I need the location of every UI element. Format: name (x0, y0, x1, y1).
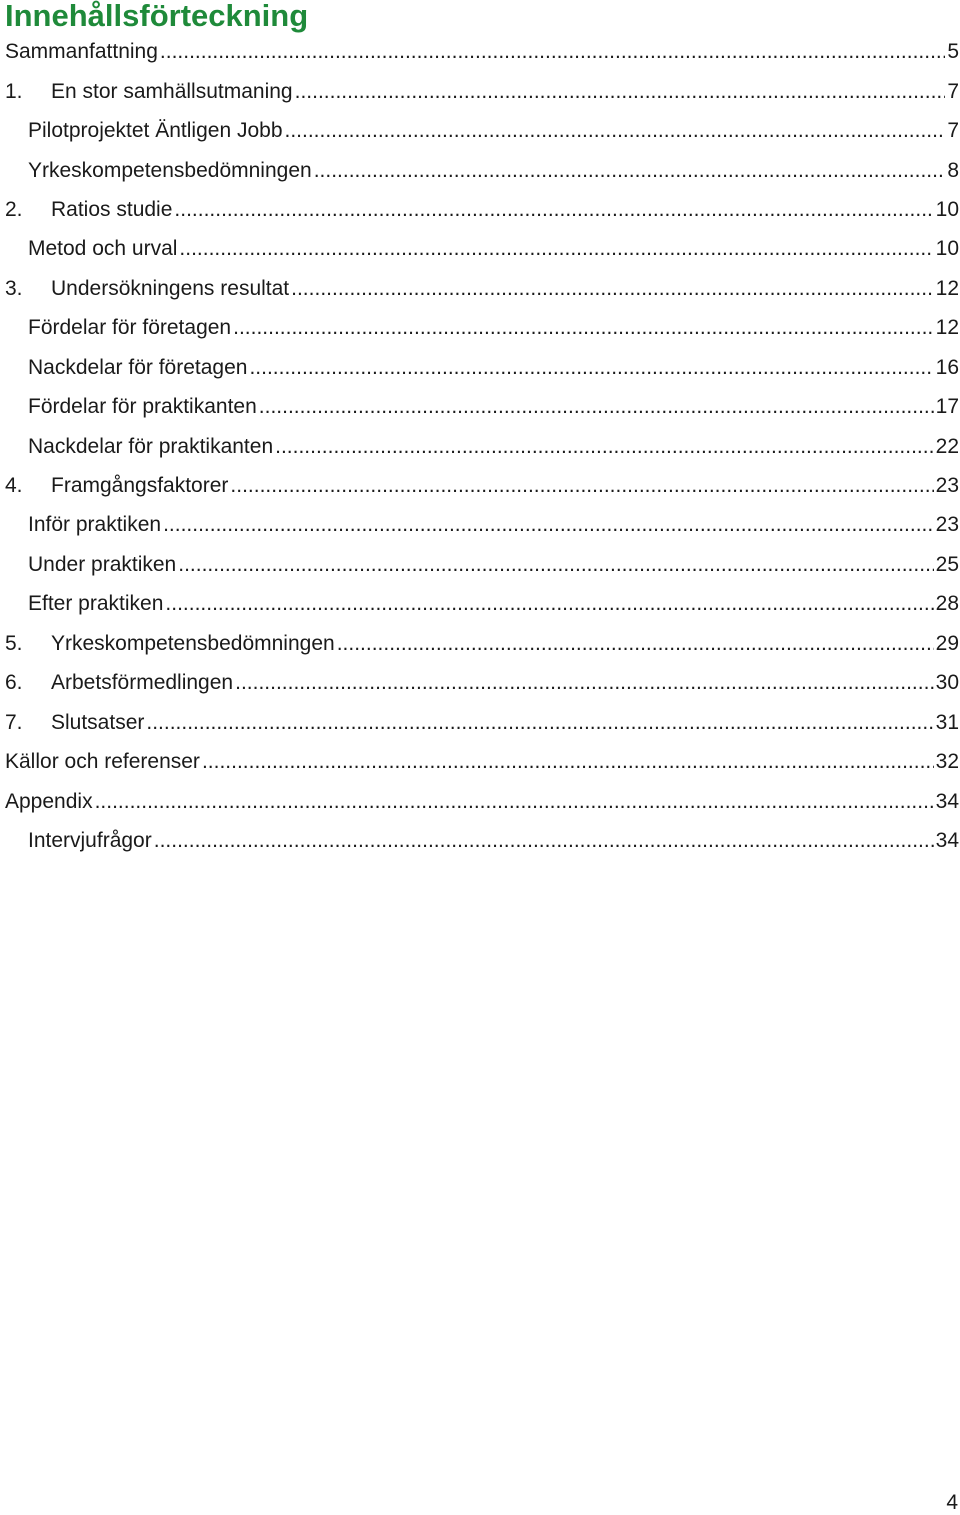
toc-entry-page: 7 (947, 119, 959, 143)
toc-entry-page: 34 (935, 828, 959, 852)
toc-dot-leader (202, 742, 934, 781)
toc-entry-page: 5 (947, 40, 959, 64)
toc-entry-label: Metod och urval (28, 237, 178, 261)
toc-entry-page: 30 (935, 671, 959, 695)
toc-entry-label: Pilotprojektet Äntligen Jobb (28, 119, 283, 143)
toc-entry-yrkeskompetensbedomningen[interactable] (0, 150, 960, 189)
toc-entry-label: Fördelar för praktikanten (28, 395, 257, 419)
toc-dot-leader (291, 269, 934, 308)
toc-dot-leader (165, 584, 933, 623)
toc-entry-chapter-3[interactable] (0, 269, 960, 308)
toc-entry-page: 29 (935, 631, 959, 655)
toc-entry-label: Appendix (5, 789, 93, 813)
toc-entry-number: 4. (5, 474, 23, 498)
toc-entry-page: 17 (935, 395, 959, 419)
toc-entry-chapter-5[interactable] (0, 624, 960, 663)
toc-entry-label: Framgångsfaktorer (51, 474, 229, 498)
toc-entry-intervjufragor[interactable] (0, 821, 960, 860)
toc-entry-chapter-2[interactable] (0, 190, 960, 229)
toc-dot-leader (235, 663, 934, 702)
page-number: 4 (946, 1491, 958, 1514)
toc-entry-label: Nackdelar för företagen (28, 355, 248, 379)
toc-entry-fordelar-praktikanten[interactable] (0, 387, 960, 426)
toc-entry-label: Sammanfattning (5, 40, 158, 64)
toc-dot-leader (275, 427, 934, 466)
toc-dot-leader (179, 229, 933, 268)
toc-entry-page: 23 (935, 513, 959, 537)
toc-entry-label: Källor och referenser (5, 750, 200, 774)
toc-entry-chapter-1[interactable] (0, 71, 960, 110)
toc-entry-under-praktiken[interactable] (0, 545, 960, 584)
toc-entry-page: 10 (935, 237, 959, 261)
toc-entry-page: 12 (935, 316, 959, 340)
toc-entry-page: 10 (935, 197, 959, 221)
toc-entry-page: 16 (935, 355, 959, 379)
toc-dot-leader (337, 624, 934, 663)
toc-dot-leader (230, 466, 933, 505)
toc-entry-page: 31 (935, 710, 959, 734)
toc-entry-page: 12 (935, 276, 959, 300)
toc-dot-leader (163, 505, 934, 544)
toc-entry-number: 3. (5, 276, 23, 300)
toc-entry-kallor-och-referenser[interactable] (0, 742, 960, 781)
toc-dot-leader (285, 111, 946, 150)
toc-dot-leader (174, 190, 933, 229)
toc-entry-label: Nackdelar för praktikanten (28, 434, 274, 458)
toc-entry-page: 25 (935, 552, 959, 576)
toc-entry-page: 28 (935, 592, 959, 616)
toc-entry-page: 23 (935, 474, 959, 498)
toc-entry-page: 34 (935, 789, 959, 813)
toc-entry-fordelar-foretagen[interactable] (0, 308, 960, 347)
toc-entry-label: Slutsatser (51, 710, 145, 734)
toc-dot-leader (95, 782, 934, 821)
toc-entry-chapter-4[interactable] (0, 466, 960, 505)
toc-entry-number: 2. (5, 197, 23, 221)
toc-entry-number: 6. (5, 671, 23, 695)
toc-entry-page: 7 (947, 79, 959, 103)
toc-entry-label: Yrkeskompetensbedömningen (51, 631, 335, 655)
toc-entry-page: 22 (935, 434, 959, 458)
toc-dot-leader (314, 151, 946, 190)
toc-entry-label: Ratios studie (51, 197, 173, 221)
toc-entry-appendix[interactable] (0, 781, 960, 820)
toc-entry-nackdelar-foretagen[interactable] (0, 348, 960, 387)
toc-dot-leader (249, 348, 933, 387)
toc-dot-leader (295, 72, 946, 111)
toc-entry-label: Arbetsförmedlingen (51, 671, 234, 695)
toc-entry-label: Under praktiken (28, 552, 177, 576)
toc-dot-leader (160, 32, 945, 71)
toc-entry-metod-och-urval[interactable] (0, 229, 960, 268)
toc-entry-number: 1. (5, 79, 23, 103)
toc-list (0, 32, 960, 860)
toc-entry-nackdelar-praktikanten[interactable] (0, 426, 960, 465)
toc-entry-number: 7. (5, 710, 23, 734)
toc-entry-infor-praktiken[interactable] (0, 505, 960, 544)
toc-title: Innehållsförteckning (5, 0, 309, 33)
toc-dot-leader (154, 821, 934, 860)
toc-dot-leader (259, 387, 934, 426)
toc-entry-chapter-7[interactable] (0, 702, 960, 741)
toc-entry-page: 8 (947, 158, 959, 182)
toc-entry-efter-praktiken[interactable] (0, 584, 960, 623)
toc-entry-label: Efter praktiken (28, 592, 164, 616)
toc-entry-label: Inför praktiken (28, 513, 162, 537)
toc-entry-label: Undersökningens resultat (51, 276, 290, 300)
toc-dot-leader (146, 703, 933, 742)
toc-entry-label: Fördelar för företagen (28, 316, 232, 340)
toc-entry-page: 32 (935, 750, 959, 774)
toc-dot-leader (233, 308, 934, 347)
toc-entry-number: 5. (5, 631, 23, 655)
toc-entry-pilotprojektet[interactable] (0, 111, 960, 150)
toc-entry-label: Intervjufrågor (28, 828, 152, 852)
toc-entry-chapter-6[interactable] (0, 663, 960, 702)
toc-entry-sammanfattning[interactable] (0, 32, 960, 71)
toc-entry-label: En stor samhällsutmaning (51, 79, 293, 103)
toc-entry-label: Yrkeskompetensbedömningen (28, 158, 312, 182)
toc-dot-leader (178, 545, 933, 584)
